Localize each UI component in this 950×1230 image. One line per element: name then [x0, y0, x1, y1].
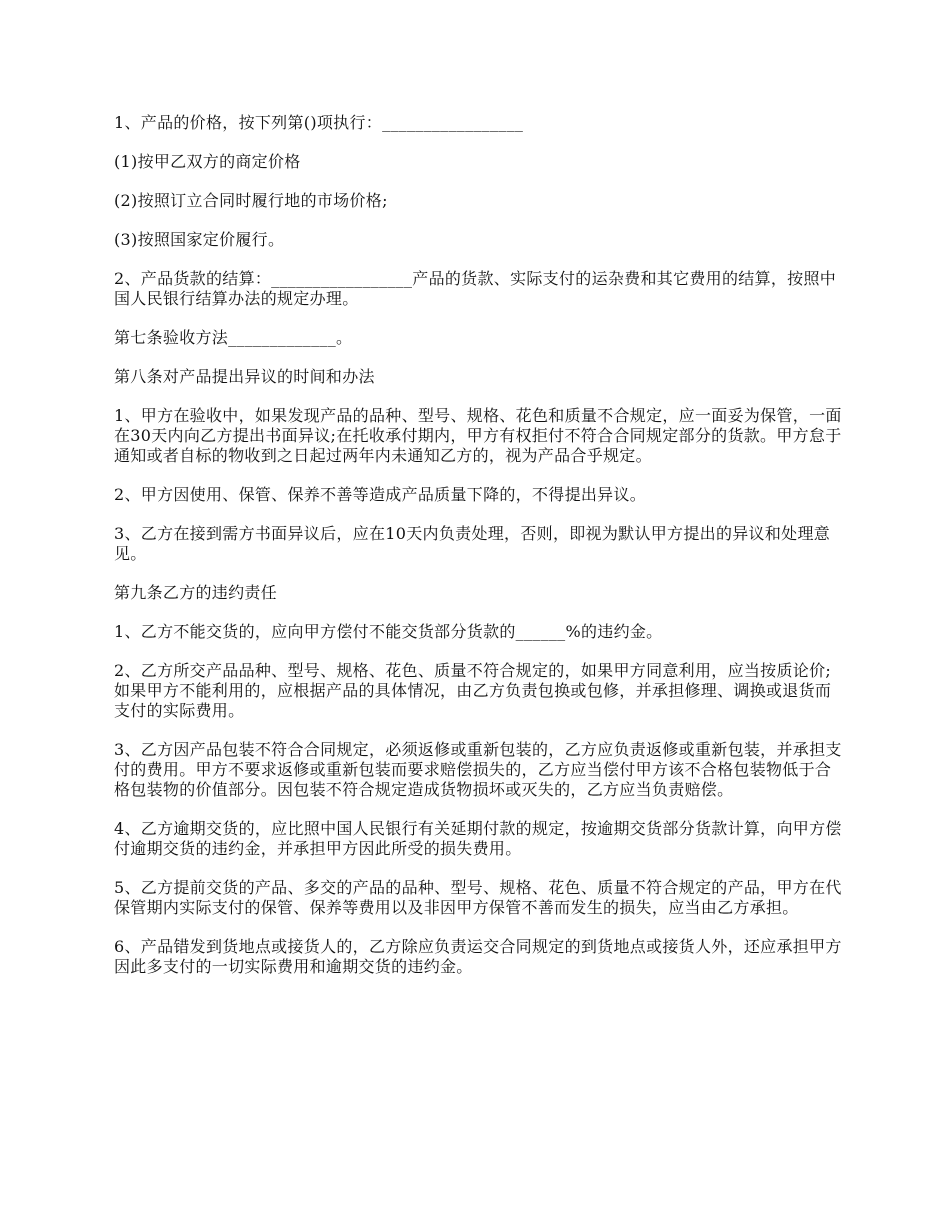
article-8-heading: 第八条对产品提出异议的时间和办法	[114, 367, 375, 386]
document-body	[114, 113, 846, 996]
price-option-2: (2)按照订立合同时履行地的市场价格;	[114, 191, 388, 210]
price-option-1: (1)按甲乙双方的商定价格	[114, 152, 301, 171]
article-9-item-2: 2、乙方所交产品品种、型号、规格、花色、质量不符合规定的，如果甲方同意利用，应当按质论价;如果甲方不能利用的，应根据产品的具体情况，由乙方负责包换或包修，并承担修理、调换或退货而支付的实际费用。	[114, 661, 832, 720]
article-7-heading: 第七条验收方法_____________。	[114, 328, 353, 347]
article-9-item-1: 1、乙方不能交货的，应向甲方偿付不能交货部分货款的______%的违约金。	[114, 622, 663, 641]
clause-price: 1、产品的价格，按下列第()项执行：_________________	[114, 113, 524, 132]
article-9-item-5: 5、乙方提前交货的产品、多交的产品的品种、型号、规格、花色、质量不符合规定的产品，甲方在代保管期内实际支付的保管、保养等费用以及非因甲方保管不善而发生的损失，应当由乙方承担。	[114, 878, 842, 917]
article-8-item-1: 1、甲方在验收中，如果发现产品的品种、型号、规格、花色和质量不合规定，应一面妥为保管，一面在30天内向乙方提出书面异议;在托收承付期内，甲方有权拒付不符合合同规定部分的货款。甲方怠于通知或者自标的物收到之日起过两年内未通知乙方的，视为产品合乎规定。	[114, 406, 842, 465]
article-9-item-4: 4、乙方逾期交货的，应比照中国人民银行有关延期付款的规定，按逾期交货部分货款计算，向甲方偿付逾期交货的违约金，并承担甲方因此所受的损失费用。	[114, 819, 842, 858]
article-9-item-6: 6、产品错发到货地点或接货人的，乙方除应负责运交合同规定的到货地点或接货人外，还应承担甲方因此多支付的一切实际费用和逾期交货的违约金。	[114, 937, 842, 976]
article-8-item-3: 3、乙方在接到需方书面异议后，应在10天内负责处理，否则，即视为默认甲方提出的异议和处理意见。	[114, 524, 831, 563]
article-9-heading: 第九条乙方的违约责任	[114, 583, 278, 602]
article-8-item-2: 2、甲方因使用、保管、保养不善等造成产品质量下降的，不得提出异议。	[114, 485, 647, 504]
article-9-item-3: 3、乙方因产品包装不符合合同规定，必须返修或重新包装的，乙方应负责返修或重新包装，并承担支付的费用。甲方不要求返修或重新包装而要求赔偿损失的，乙方应当偿付甲方该不合格包装物低于合格包装物的价值部分。因包装不符合规定造成货物损坏或灭失的，乙方应当负责赔偿。	[114, 740, 842, 799]
price-option-3: (3)按照国家定价履行。	[114, 230, 285, 249]
clause-settlement: 2、产品货款的结算：_________________产品的货款、实际支付的运杂费和其它费用的结算，按照中国人民银行结算办法的规定办理。	[114, 269, 837, 308]
